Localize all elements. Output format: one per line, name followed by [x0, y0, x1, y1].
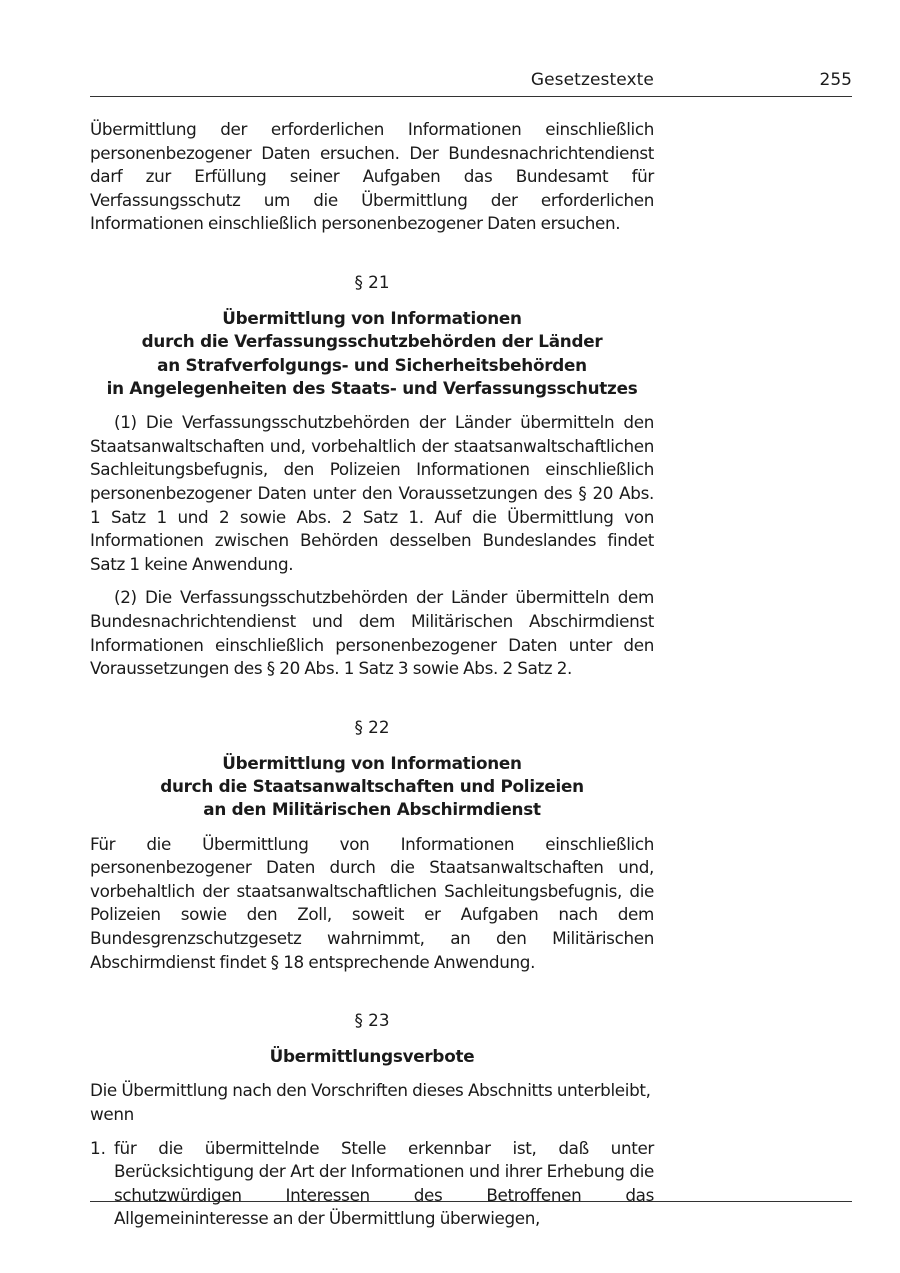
section-22-heading — [90, 752, 654, 822]
section-21-heading — [90, 307, 654, 400]
section-heading-line: an Strafverfolgungs- und Sicherheitsbehörden — [157, 354, 587, 375]
section-heading-line: Übermittlung von Informationen — [222, 307, 522, 328]
section-21-paragraph-1: (1) Die Verfassungsschutzbehörden der Länder übermitteln den Staatsanwaltschaften und, vorbehaltlich der staatsanwaltschaftlichen Sachleitungsbefugnis, den Polizeien Informationen einschließlich personenbezogener Daten unter den Voraussetzungen des § 20 Abs. 1 Satz 1 und 2 sowie Abs. 2 Satz 1. Auf die Übermittlung von Informationen zwischen Behörden desselben Bundeslandes findet Satz 1 keine Anwendung. — [90, 412, 654, 574]
section-heading-line: durch die Verfassungsschutzbehörden der Länder — [141, 331, 603, 352]
section-23-paragraph: Die Übermittlung nach den Vorschriften dieses Abschnitts unterbleibt, wenn — [90, 1080, 651, 1125]
running-header — [90, 70, 852, 97]
list-item-text: für die übermittelnde Stelle erkennbar ist, daß unter Berücksichtigung der Art der Informationen und ihrer Erhebung die schutzwürdigen Interessen des Betroffenen das Allgemeininteresse an der Übermittlung überwiegen, — [114, 1137, 654, 1229]
section-22-number: § 22 — [354, 716, 390, 737]
footer-rule — [90, 1201, 852, 1202]
section-23-heading — [90, 1045, 654, 1068]
section-23-number: § 23 — [354, 1010, 390, 1031]
intro-paragraph: Übermittlung der erforderlichen Informationen einschließlich personenbezogener Daten ersuchen. Der Bundesnachrichtendienst darf zur Erfüllung seiner Aufgaben das Bundesamt für Verfassungsschutz um die Übermittlung der erforderlichen Informationen einschließlich personenbezogener Daten ersuchen. — [90, 119, 654, 234]
section-heading-line: an den Militärischen Abschirmdienst — [203, 799, 541, 820]
section-heading-line: durch die Staatsanwaltschaften und Polizeien — [160, 775, 584, 796]
section-heading-line: Übermittlungsverbote — [269, 1046, 475, 1067]
running-title: Gesetzestexte — [530, 70, 654, 90]
page-number: 255 — [819, 70, 852, 90]
list-item — [90, 1137, 654, 1231]
section-heading-line: Übermittlung von Informationen — [222, 752, 522, 773]
list-item-number: 1. — [90, 1137, 107, 1158]
section-21-paragraph-2: (2) Die Verfassungsschutzbehörden der Länder übermitteln dem Bundesnachrichtendienst und dem Militärischen Abschirmdienst Informationen einschließlich personenbezogener Daten unter den Voraussetzungen des § 20 Abs. 1 Satz 3 sowie Abs. 2 Satz 2. — [90, 587, 654, 679]
section-heading-line: in Angelegenheiten des Staats- und Verfassungsschutzes — [106, 377, 638, 398]
section-21-number: § 21 — [354, 271, 390, 292]
body-text — [90, 118, 654, 1231]
section-22-paragraph: Für die Übermittlung von Informationen einschließlich personenbezogener Daten durch die Staatsanwaltschaften und, vorbehaltlich der staatsanwaltschaftlichen Sachleitungsbefugnis, die Polizeien sowie den Zoll, soweit er Aufgaben nach dem Bundesgrenzschutzgesetz wahrnimmt, an den Militärischen Abschirmdienst findet § 18 entsprechende Anwendung. — [90, 833, 654, 972]
